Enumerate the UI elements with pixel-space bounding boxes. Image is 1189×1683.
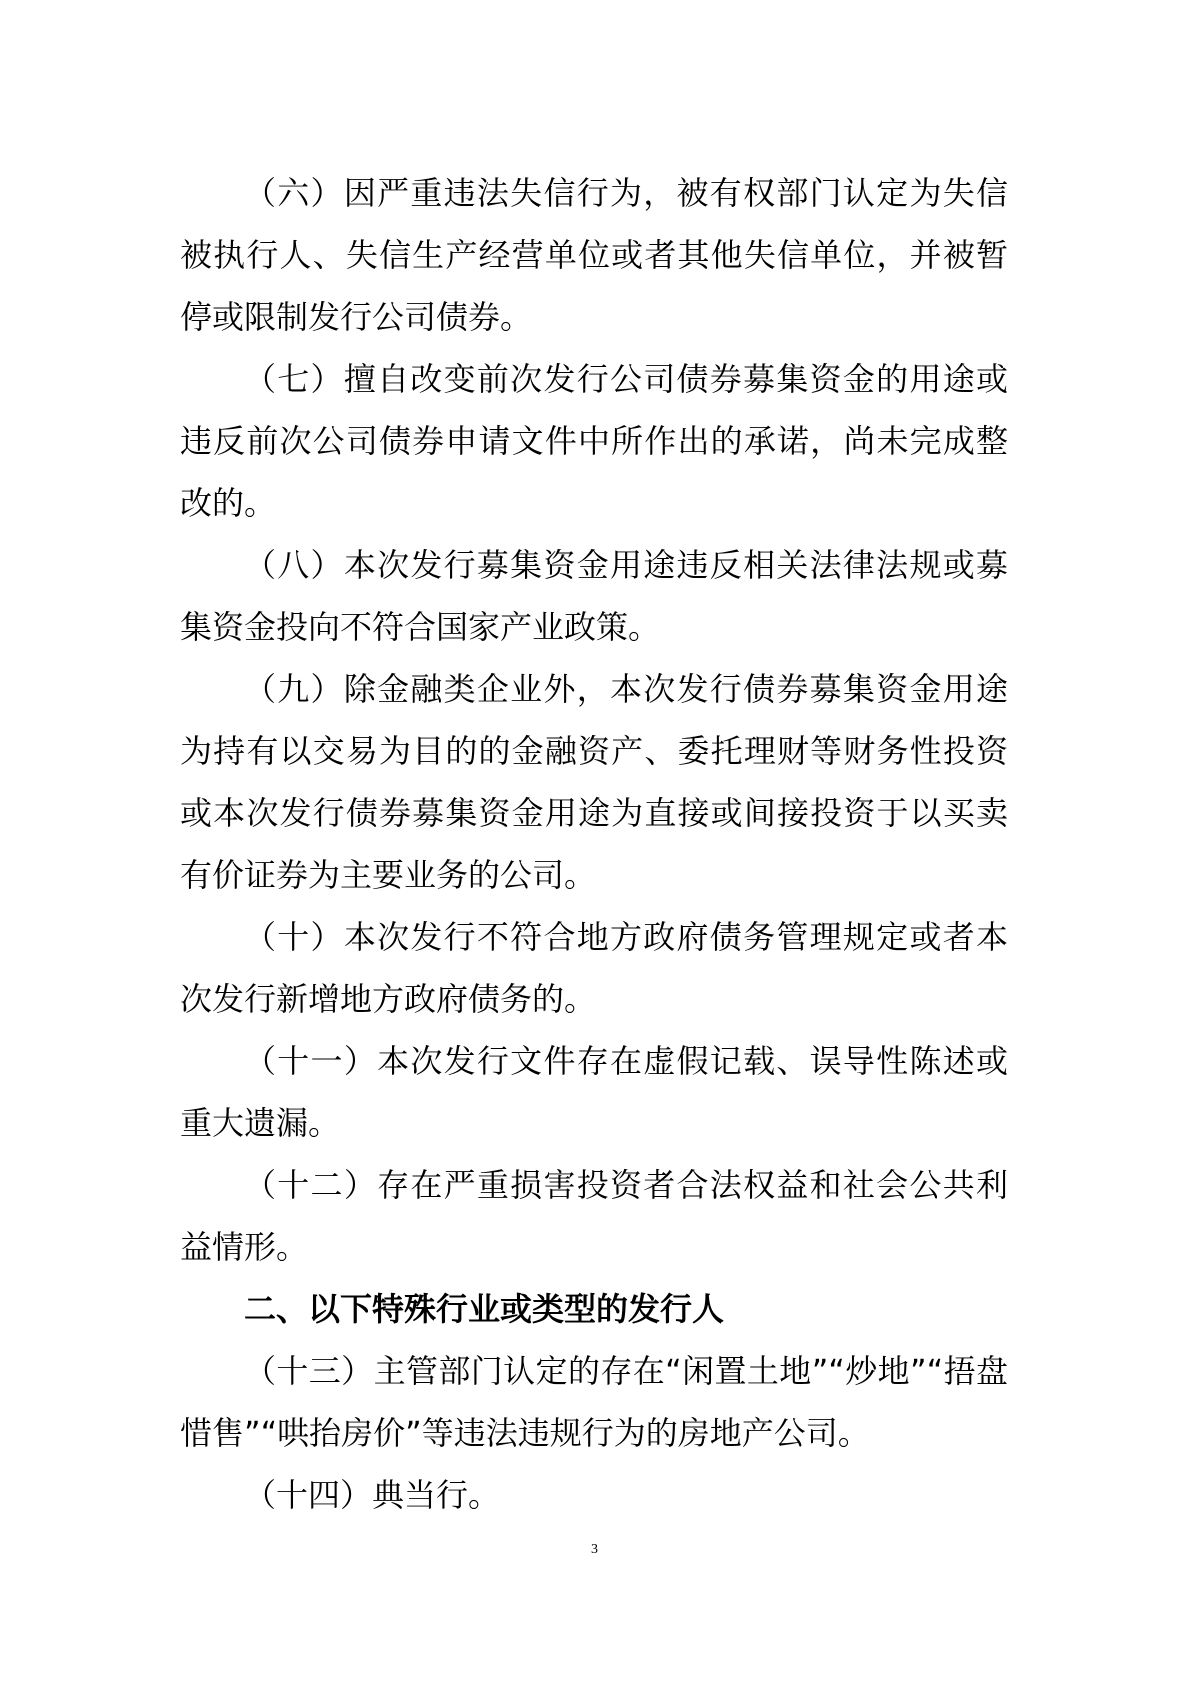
page-number: 3: [591, 1542, 598, 1557]
paragraph-item-8: （八）本次发行募集资金用途违反相关法律法规或募集资金投向不符合国家产业政策。: [180, 546, 1008, 646]
document-body: [180, 162, 1008, 1526]
paragraph-item-11: （十一）本次发行文件存在虚假记载、误导性陈述或重大遗漏。: [180, 1042, 1008, 1142]
paragraph-item-13: （十三）主管部门认定的存在“闲置土地”“炒地”“捂盘惜售”“哄抬房价”等违法违规行为的房地产公司。: [180, 1352, 1008, 1452]
paragraph-item-12: （十二）存在严重损害投资者合法权益和社会公共利益情形。: [180, 1166, 1008, 1266]
section-heading: 二、以下特殊行业或类型的发行人: [244, 1290, 725, 1328]
paragraph-item-7: （七）擅自改变前次发行公司债券募集资金的用途或违反前次公司债券申请文件中所作出的承诺，尚未完成整改的。: [180, 360, 1008, 522]
paragraph-item-6: （六）因严重违法失信行为，被有权部门认定为失信被执行人、失信生产经营单位或者其他失信单位，并被暂停或限制发行公司债券。: [180, 174, 1008, 336]
paragraph-item-14: （十四）典当行。: [244, 1476, 501, 1514]
paragraph-item-10: （十）本次发行不符合地方政府债务管理规定或者本次发行新增地方政府债务的。: [180, 918, 1008, 1018]
paragraph-item-9: （九）除金融类企业外，本次发行债券募集资金用途为持有以交易为目的的金融资产、委托理财等财务性投资或本次发行债券募集资金用途为直接或间接投资于以买卖有价证券为主要业务的公司。: [180, 670, 1008, 894]
